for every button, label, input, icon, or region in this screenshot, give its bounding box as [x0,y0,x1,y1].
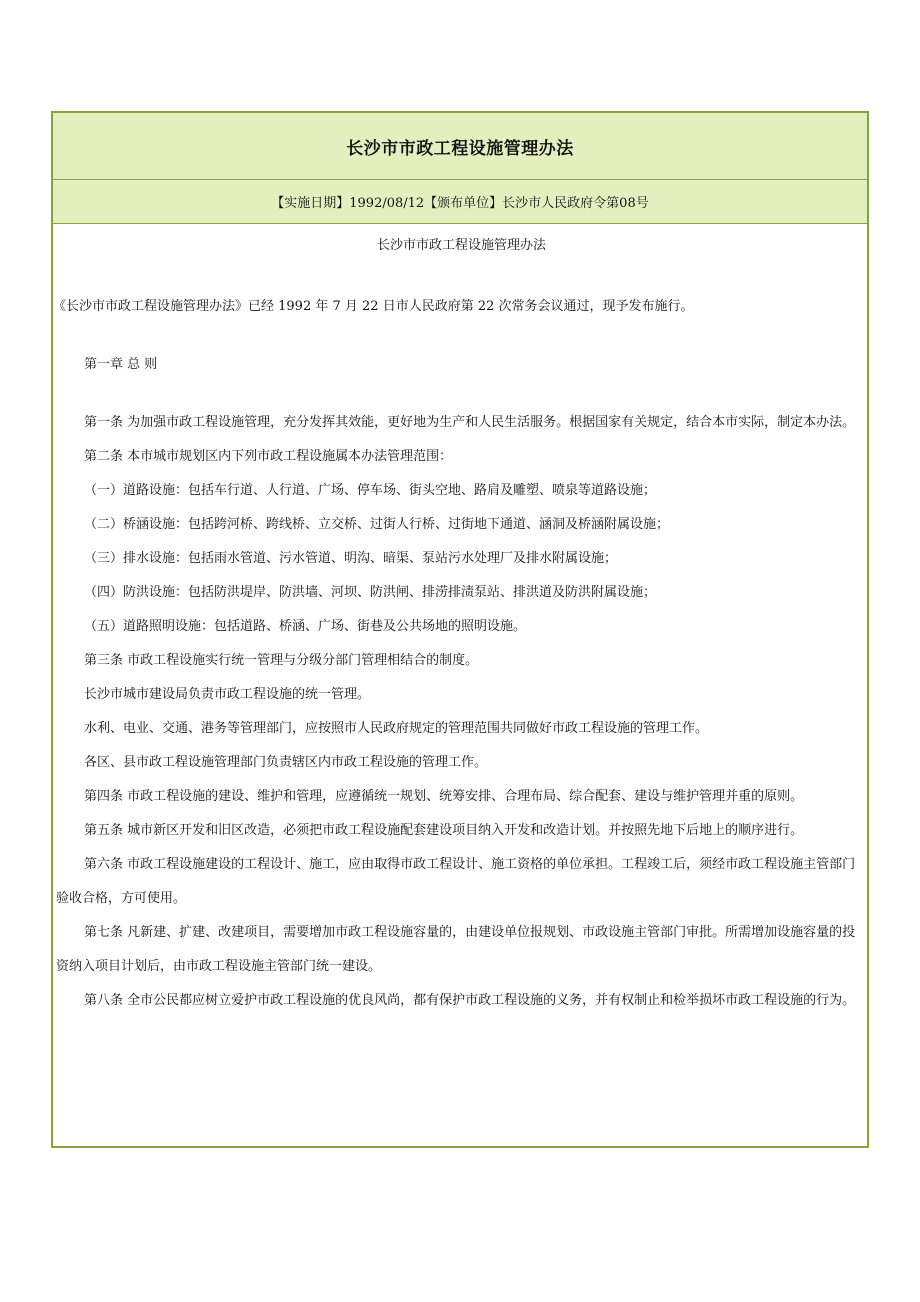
paragraph: 第四条 市政工程设施的建设、维护和管理，应遵循统一规划、统筹安排、合理布局、综合配套、建设与维护管理并重的原则。 [84,789,804,804]
document-body [53,234,867,1018]
paragraph: 第六条 市政工程设施建设的工程设计、施工，应由取得市政工程设计、施工资格的单位承担。工程竣工后，须经市政工程设施主管部门验收合格，方可使用。 [56,857,856,906]
paragraph: 第一条 为加强市政工程设施管理，充分发挥其效能，更好地为生产和人民生活服务。根据国家有关规定，结合本市实际，制定本办法。 [84,415,856,430]
paragraph: 各区、县市政工程设施管理部门负责辖区内市政工程设施的管理工作。 [84,755,488,770]
title-row [53,113,867,180]
document-title: 长沙市市政工程设施管理办法 [346,138,574,159]
intro-paragraph: 《长沙市市政工程设施管理办法》已经 1992 年 7 月 22 日市人民政府第 22 次常务会议通过，现予发布施行。 [53,299,694,314]
paragraph: 第七条 凡新建、扩建、改建项目，需要增加市政工程设施容量的，由建设单位报规划、市政设施主管部门审批。所需增加设施容量的投资纳入项目计划后，由市政工程设施主管部门统一建设。 [56,925,856,974]
paragraph: （三）排水设施：包括雨水管道、污水管道、明沟、暗渠、泵站污水处理厂及排水附属设施； [84,551,618,566]
meta-row [53,180,867,224]
paragraph: （五）道路照明设施：包括道路、桥涵、广场、街巷及公共场地的照明设施。 [84,619,527,634]
document-meta: 【实施日期】1992/08/12【颁布单位】长沙市人民政府令第08号 [271,196,649,211]
paragraph: （四）防洪设施：包括防洪堤岸、防洪墙、河坝、防洪闸、排涝排渍泵站、排洪道及防洪附属设施； [84,585,657,600]
paragraph: 第八条 全市公民都应树立爱护市政工程设施的优良风尚，都有保护市政工程设施的义务，并有权制止和检举损坏市政工程设施的行为。 [84,993,856,1008]
paragraph: 第五条 城市新区开发和旧区改造，必须把市政工程设施配套建设项目纳入开发和改造计划。并按照先地下后地上的顺序进行。 [84,823,804,838]
paragraph: 第三条 市政工程设施实行统一管理与分级分部门管理相结合的制度。 [84,653,479,668]
paragraph: 水利、电业、交通、港务等管理部门，应按照市人民政府规定的管理范围共同做好市政工程设施的管理工作。 [84,721,709,736]
body-title: 长沙市市政工程设施管理办法 [376,238,546,253]
paragraph: 长沙市城市建设局负责市政工程设施的统一管理。 [84,687,371,702]
paragraph: （一）道路设施：包括车行道、人行道、广场、停车场、街头空地、路肩及雕塑、喷泉等道路设施； [84,483,657,498]
paragraph: 第二条 本市城市规划区内下列市政工程设施属本办法管理范围： [84,449,453,464]
chapter-heading: 第一章 总 则 [84,357,158,372]
paragraph: （二）桥涵设施：包括跨河桥、跨线桥、立交桥、过街人行桥、过街地下通道、涵洞及桥涵附属设施； [84,517,670,532]
document-table [51,111,869,1148]
